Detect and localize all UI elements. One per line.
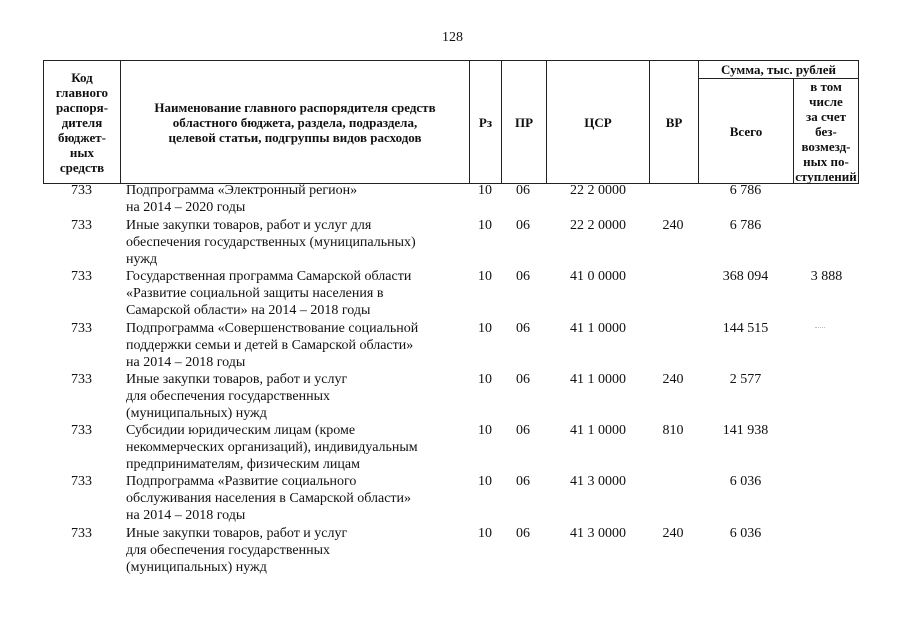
row-free: 3 888: [810, 269, 843, 284]
row-vr: 810: [662, 423, 684, 438]
row-total: 368 094: [722, 269, 769, 284]
header-code-line: дителя: [61, 114, 103, 130]
row-name-line: (муниципальных) нужд: [126, 560, 267, 575]
row-csr: 22 2 0000: [570, 183, 626, 198]
row-rz: 10: [478, 218, 492, 233]
row-name-line: для обеспечения государственных: [126, 389, 330, 404]
row-csr: 41 1 0000: [570, 423, 626, 438]
row-name-line: обеспечения государственных (муниципальных): [126, 235, 416, 250]
row-rz: 10: [478, 372, 492, 387]
col-border: [858, 60, 859, 183]
row-name: [126, 525, 466, 576]
row-name: [126, 182, 466, 216]
row-name-line: на 2014 – 2018 годы: [126, 508, 246, 523]
row-pr: 06: [516, 526, 530, 541]
row-name: [126, 268, 466, 319]
header-free-line: ных по-: [803, 153, 849, 169]
header-vr: ВР: [665, 114, 683, 130]
header-rz: Рз: [478, 114, 493, 130]
row-code: 733: [71, 423, 92, 438]
row-name-line: предпринимателям, физическим лицам: [126, 457, 360, 472]
row-vr: 240: [662, 218, 684, 233]
header-csr: ЦСР: [584, 114, 612, 130]
row-csr: 22 2 0000: [570, 218, 626, 233]
header-code-line: распоря-: [55, 99, 109, 115]
row-csr: 41 3 0000: [570, 526, 626, 541]
row-total: 144 515: [722, 321, 769, 336]
header-total: Всего: [729, 123, 763, 139]
row-total: 141 938: [722, 423, 769, 438]
row-csr: 41 1 0000: [570, 372, 626, 387]
row-name: [126, 473, 466, 524]
row-name-line: Государственная программа Самарской области: [126, 269, 412, 284]
row-code: 733: [71, 269, 92, 284]
row-name-line: Подпрограмма «Развитие социального: [126, 474, 357, 489]
row-name-line: Иные закупки товаров, работ и услуг: [126, 372, 348, 387]
row-name: [126, 422, 466, 473]
budget-table: [43, 60, 859, 620]
row-vr: 240: [662, 372, 684, 387]
row-name-line: Иные закупки товаров, работ и услуг для: [126, 218, 372, 233]
row-code: 733: [71, 474, 92, 489]
row-rz: 10: [478, 183, 492, 198]
row-name-line: Подпрограмма «Совершенствование социальной: [126, 321, 419, 336]
header-free: [794, 79, 858, 183]
row-pr: 06: [516, 474, 530, 489]
row-code: 733: [71, 183, 92, 198]
header-name-line: Наименование главного распорядителя средств: [154, 99, 436, 115]
row-name-line: нужд: [126, 252, 158, 267]
row-code: 733: [71, 321, 92, 336]
header-sum: Сумма, тыс. рублей: [721, 62, 836, 77]
row-rz: 10: [478, 474, 492, 489]
row-csr: 41 3 0000: [570, 474, 626, 489]
row-rz: 10: [478, 269, 492, 284]
row-csr: 41 0 0000: [570, 269, 626, 284]
row-code: 733: [71, 372, 92, 387]
scan-speck: [815, 327, 825, 331]
header-code-line: бюджет-: [57, 129, 106, 145]
row-name-line: некоммерческих организаций), индивидуальным: [126, 440, 418, 455]
row-name-line: (муниципальных) нужд: [126, 406, 267, 421]
row-csr: 41 1 0000: [570, 321, 626, 336]
row-name: [126, 217, 466, 268]
header-name-line: областного бюджета, раздела, подраздела,: [172, 114, 418, 130]
row-name-line: обслуживания населения в Самарской области»: [126, 491, 412, 506]
row-vr: 240: [662, 526, 684, 541]
row-pr: 06: [516, 372, 530, 387]
header-free-line: возмезд-: [801, 138, 851, 154]
header-code-line: главного: [55, 84, 109, 100]
row-total: 6 786: [729, 183, 762, 198]
row-code: 733: [71, 218, 92, 233]
header-name: [121, 61, 469, 183]
row-name-line: для обеспечения государственных: [126, 543, 330, 558]
row-name-line: Подпрограмма «Электронный регион»: [126, 183, 358, 198]
header-free-line: за счет без-: [806, 108, 846, 139]
row-name-line: на 2014 – 2020 годы: [126, 200, 246, 215]
row-total: 2 577: [729, 372, 762, 387]
row-total: 6 036: [729, 526, 762, 541]
row-rz: 10: [478, 526, 492, 541]
row-rz: 10: [478, 423, 492, 438]
header-free-line: ступлений: [795, 168, 857, 184]
row-name-line: Самарской области» на 2014 – 2018 годы: [126, 303, 371, 318]
row-code: 733: [71, 526, 92, 541]
header-pr: ПР: [514, 114, 534, 130]
row-total: 6 786: [729, 218, 762, 233]
row-name: [126, 320, 466, 371]
row-name-line: Субсидии юридическим лицам (кроме: [126, 423, 356, 438]
page-number: 128: [442, 30, 463, 45]
header-name-line: целевой статьи, подгруппы видов расходов: [168, 129, 422, 145]
row-name-line: «Развитие социальной защиты населения в: [126, 286, 384, 301]
row-total: 6 036: [729, 474, 762, 489]
row-pr: 06: [516, 321, 530, 336]
header-code-line: ных: [69, 144, 95, 160]
row-pr: 06: [516, 269, 530, 284]
row-name: [126, 371, 466, 422]
row-name-line: поддержки семьи и детей в Самарской области»: [126, 338, 414, 353]
row-name-line: Иные закупки товаров, работ и услуг: [126, 526, 348, 541]
row-name-line: на 2014 – 2018 годы: [126, 355, 246, 370]
header-code-line: средств: [59, 159, 105, 175]
header-code: [44, 61, 120, 183]
row-rz: 10: [478, 321, 492, 336]
row-pr: 06: [516, 423, 530, 438]
header-free-line: в том числе: [809, 78, 843, 109]
header-code-line: Код: [71, 69, 93, 85]
row-pr: 06: [516, 183, 530, 198]
row-pr: 06: [516, 218, 530, 233]
